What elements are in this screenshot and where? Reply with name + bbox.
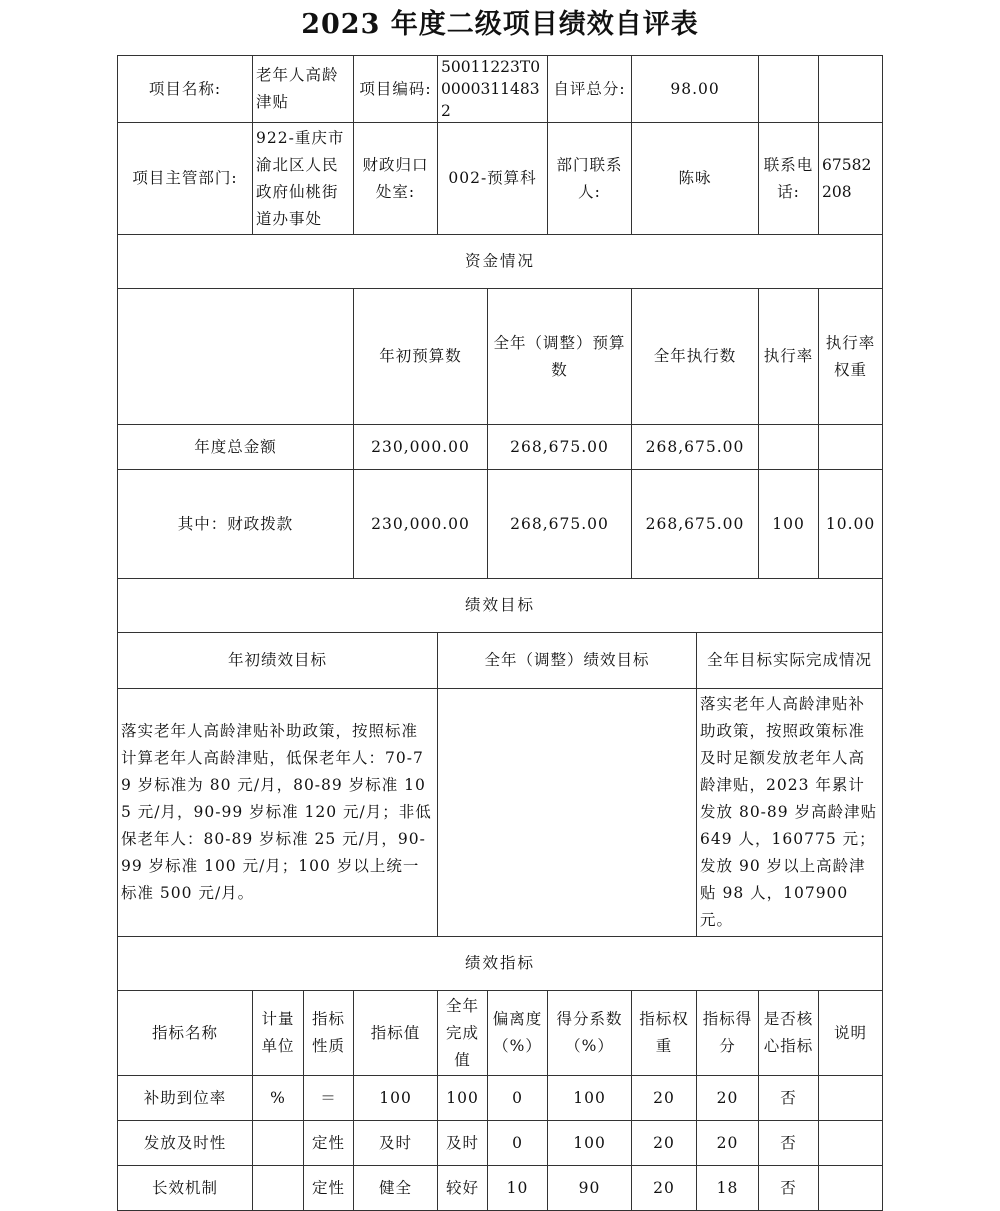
funds-total-row	[118, 425, 883, 470]
phone-label: 联系电话:	[759, 123, 819, 235]
indicator-row	[118, 1166, 883, 1211]
indicator-cell: 20	[632, 1076, 697, 1121]
project-name-label: 项目名称:	[118, 56, 253, 123]
goals-header-actual: 全年目标实际完成情况	[697, 633, 883, 689]
indicator-cell: 100	[548, 1121, 632, 1166]
page-title: 2023 年度二级项目绩效自评表	[301, 9, 699, 40]
funds-header-weight: 执行率权重	[819, 289, 883, 425]
indicator-cell: 定性	[304, 1166, 354, 1211]
funds-header-rate: 执行率	[759, 289, 819, 425]
goals-header-row	[118, 633, 883, 689]
indicator-cell: 及时	[438, 1121, 488, 1166]
indicator-cell: %	[253, 1076, 304, 1121]
blank-cell	[759, 56, 819, 123]
funds-header-initial: 年初预算数	[354, 289, 488, 425]
goals-header-initial: 年初绩效目标	[118, 633, 438, 689]
indicator-header-target: 指标值	[354, 991, 438, 1076]
indicator-row	[118, 1121, 883, 1166]
indicators-header-row	[118, 991, 883, 1076]
indicator-cell	[253, 1121, 304, 1166]
project-info-row	[118, 56, 883, 123]
funds-initial-value: 230,000.00	[354, 425, 488, 470]
blank-cell	[819, 56, 883, 123]
finance-office-label: 财政归口处室:	[354, 123, 438, 235]
goals-section-header: 绩效目标	[118, 579, 883, 633]
indicator-cell: 补助到位率	[118, 1076, 253, 1121]
finance-office-value: 002-预算科	[438, 123, 548, 235]
funds-rate-value: 100	[759, 470, 819, 579]
goals-header-adjusted: 全年（调整）绩效目标	[438, 633, 697, 689]
indicator-cell: 20	[632, 1166, 697, 1211]
indicator-header-name: 指标名称	[118, 991, 253, 1076]
indicator-header-score: 指标得分	[697, 991, 759, 1076]
department-value: 922-重庆市渝北区人民政府仙桃街道办事处	[253, 123, 354, 235]
indicator-cell: 18	[697, 1166, 759, 1211]
indicator-cell: 100	[354, 1076, 438, 1121]
indicator-cell: 及时	[354, 1121, 438, 1166]
indicator-cell: 较好	[438, 1166, 488, 1211]
funds-row-label: 年度总金额	[118, 425, 354, 470]
indicator-cell	[819, 1076, 883, 1121]
indicator-cell: 否	[759, 1166, 819, 1211]
indicator-header-coefficient: 得分系数（%）	[548, 991, 632, 1076]
project-code-value: 50011223T000003114832	[438, 56, 548, 123]
indicator-cell: 20	[697, 1076, 759, 1121]
indicator-cell: 90	[548, 1166, 632, 1211]
indicator-cell: 否	[759, 1121, 819, 1166]
indicator-cell: 0	[488, 1076, 548, 1121]
goals-content-row	[118, 689, 883, 937]
evaluation-table	[117, 55, 883, 1211]
indicator-header-note: 说明	[819, 991, 883, 1076]
indicator-cell: ＝	[304, 1076, 354, 1121]
indicator-cell	[819, 1166, 883, 1211]
funds-section-header: 资金情况	[118, 235, 883, 289]
indicator-cell: 100	[438, 1076, 488, 1121]
funds-initial-value: 230,000.00	[354, 470, 488, 579]
funds-rate-value	[759, 425, 819, 470]
indicator-cell: 长效机制	[118, 1166, 253, 1211]
indicator-header-nature: 指标性质	[304, 991, 354, 1076]
project-code-label: 项目编码:	[354, 56, 438, 123]
indicator-cell: 10	[488, 1166, 548, 1211]
indicator-cell: 20	[697, 1121, 759, 1166]
funds-executed-value: 268,675.00	[632, 425, 759, 470]
contact-label: 部门联系人:	[548, 123, 632, 235]
funds-header-blank	[118, 289, 354, 425]
self-score-label: 自评总分:	[548, 56, 632, 123]
contact-value: 陈咏	[632, 123, 759, 235]
funds-adjusted-value: 268,675.00	[488, 425, 632, 470]
goals-adjusted-text	[438, 689, 697, 937]
indicator-cell: 否	[759, 1076, 819, 1121]
project-name-value: 老年人高龄津贴	[253, 56, 354, 123]
funds-adjusted-value: 268,675.00	[488, 470, 632, 579]
funds-weight-value: 10.00	[819, 470, 883, 579]
funds-row-label: 其中：财政拨款	[118, 470, 354, 579]
indicator-header-core: 是否核心指标	[759, 991, 819, 1076]
funds-fiscal-row	[118, 470, 883, 579]
department-label: 项目主管部门:	[118, 123, 253, 235]
indicators-section-header: 绩效指标	[118, 937, 883, 991]
funds-weight-value	[819, 425, 883, 470]
funds-header-adjusted: 全年（调整）预算数	[488, 289, 632, 425]
indicator-cell	[253, 1166, 304, 1211]
funds-header-row	[118, 289, 883, 425]
indicator-header-weight: 指标权重	[632, 991, 697, 1076]
funds-header-executed: 全年执行数	[632, 289, 759, 425]
department-info-row	[118, 123, 883, 235]
phone-value: 67582208	[819, 123, 883, 235]
indicator-cell	[819, 1121, 883, 1166]
indicator-row	[118, 1076, 883, 1121]
indicator-header-unit: 计量单位	[253, 991, 304, 1076]
indicator-header-deviation: 偏离度（%）	[488, 991, 548, 1076]
indicator-cell: 0	[488, 1121, 548, 1166]
indicator-cell: 健全	[354, 1166, 438, 1211]
indicator-header-completed: 全年完成值	[438, 991, 488, 1076]
indicator-cell: 100	[548, 1076, 632, 1121]
funds-executed-value: 268,675.00	[632, 470, 759, 579]
goals-actual-text: 落实老年人高龄津贴补助政策，按照政策标准及时足额发放老年人高龄津贴，2023 年累计发放 80-89 岁高龄津贴 649 人，160775 元；发放 90 岁以上高龄津贴 98 人，107900 元。	[697, 689, 883, 937]
indicator-cell: 定性	[304, 1121, 354, 1166]
indicator-cell: 20	[632, 1121, 697, 1166]
self-score-value: 98.00	[632, 56, 759, 123]
indicator-cell: 发放及时性	[118, 1121, 253, 1166]
goals-initial-text: 落实老年人高龄津贴补助政策，按照标准计算老年人高龄津贴，低保老年人：70-79 岁标准为 80 元/月，80-89 岁标准 105 元/月，90-99 岁标准 120 元/月；非低保老年人：80-89 岁标准 25 元/月，90-99 岁标准 100 元/月；100 岁以上统一标准 500 元/月。	[118, 689, 438, 937]
